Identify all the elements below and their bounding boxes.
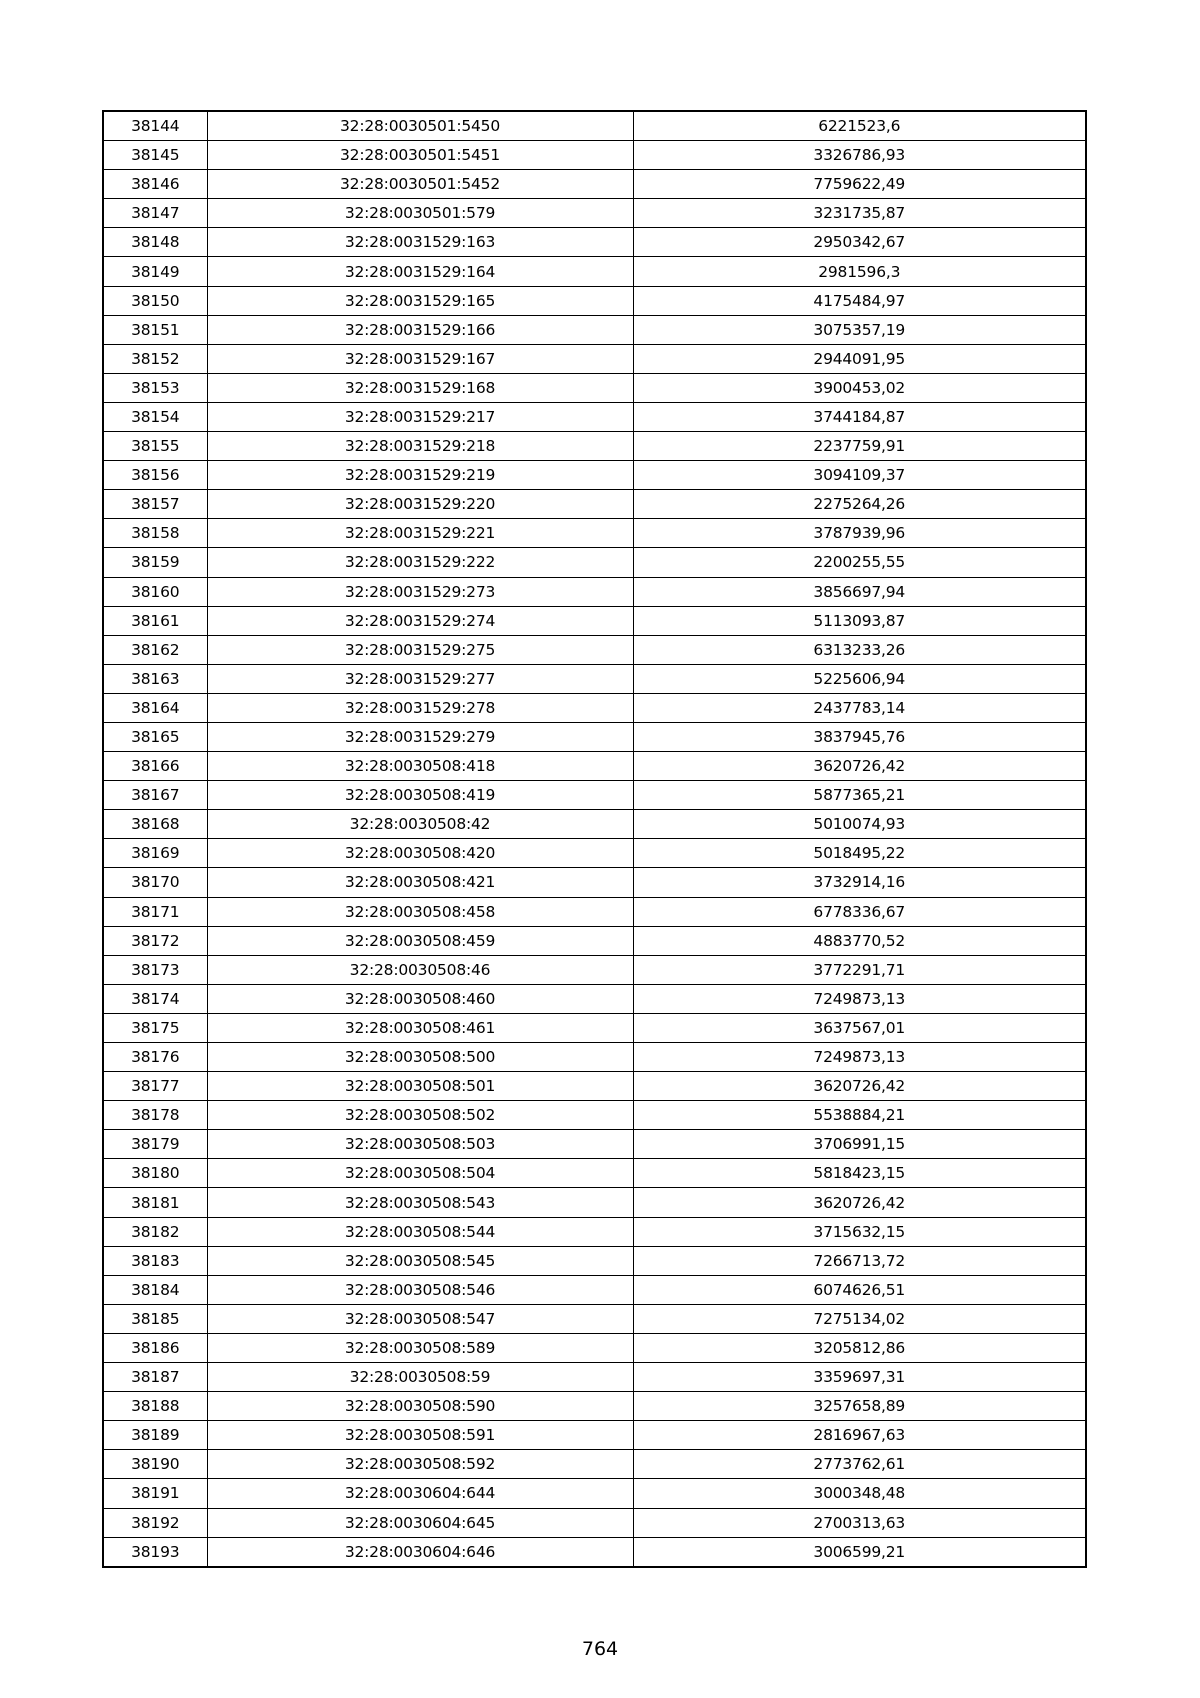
row-number-cell: 38190: [103, 1450, 207, 1479]
table-row: [103, 1421, 1086, 1450]
table-row: [103, 344, 1086, 373]
cadastral-number-cell: 32:28:0030508:502: [207, 1101, 633, 1130]
cadastral-value-cell: 5225606,94: [633, 664, 1086, 693]
row-number-cell: 38169: [103, 839, 207, 868]
cadastral-value-cell: 3620726,42: [633, 1188, 1086, 1217]
table-row: [103, 1188, 1086, 1217]
cadastral-value-cell: 2773762,61: [633, 1450, 1086, 1479]
row-number-cell: 38145: [103, 141, 207, 170]
cadastral-number-cell: 32:28:0030508:500: [207, 1043, 633, 1072]
cadastral-number-cell: 32:28:0030501:579: [207, 199, 633, 228]
cadastral-value-cell: 3732914,16: [633, 868, 1086, 897]
row-number-cell: 38179: [103, 1130, 207, 1159]
cadastral-value-cell: 3006599,21: [633, 1537, 1086, 1567]
row-number-cell: 38192: [103, 1508, 207, 1537]
row-number-cell: 38167: [103, 781, 207, 810]
row-number-cell: 38176: [103, 1043, 207, 1072]
table-row: [103, 228, 1086, 257]
cadastral-number-cell: 32:28:0030604:644: [207, 1479, 633, 1508]
cadastral-value-cell: 6074626,51: [633, 1275, 1086, 1304]
cadastral-number-cell: 32:28:0030508:420: [207, 839, 633, 868]
cadastral-value-cell: 5538884,21: [633, 1101, 1086, 1130]
cadastral-value-cell: 2944091,95: [633, 344, 1086, 373]
table-row: [103, 1392, 1086, 1421]
cadastral-number-cell: 32:28:0031529:273: [207, 577, 633, 606]
table-row: [103, 1013, 1086, 1042]
cadastral-number-cell: 32:28:0030508:501: [207, 1072, 633, 1101]
page-number: 764: [581, 1638, 619, 1660]
row-number-cell: 38186: [103, 1333, 207, 1362]
row-number-cell: 38163: [103, 664, 207, 693]
row-number-cell: 38181: [103, 1188, 207, 1217]
row-number-cell: 38185: [103, 1304, 207, 1333]
table-row: [103, 1479, 1086, 1508]
cadastral-value-cell: 4883770,52: [633, 926, 1086, 955]
cadastral-number-cell: 32:28:0030508:458: [207, 897, 633, 926]
table-row: [103, 1159, 1086, 1188]
row-number-cell: 38146: [103, 170, 207, 199]
table-row: [103, 519, 1086, 548]
row-number-cell: 38175: [103, 1013, 207, 1042]
cadastral-number-cell: 32:28:0030508:59: [207, 1363, 633, 1392]
row-number-cell: 38187: [103, 1363, 207, 1392]
table-row: [103, 461, 1086, 490]
cadastral-number-cell: 32:28:0030604:646: [207, 1537, 633, 1567]
table-row: [103, 432, 1086, 461]
table-row: [103, 373, 1086, 402]
cadastral-value-cell: 3900453,02: [633, 373, 1086, 402]
table-body: [103, 111, 1086, 1567]
table-row: [103, 1508, 1086, 1537]
cadastral-value-cell: 4175484,97: [633, 286, 1086, 315]
cadastral-number-cell: 32:28:0030508:460: [207, 984, 633, 1013]
cadastral-value-cell: 2200255,55: [633, 548, 1086, 577]
cadastral-number-cell: 32:28:0031529:166: [207, 315, 633, 344]
row-number-cell: 38156: [103, 461, 207, 490]
cadastral-value-cell: 2700313,63: [633, 1508, 1086, 1537]
row-number-cell: 38161: [103, 606, 207, 635]
cadastral-number-cell: 32:28:0031529:279: [207, 722, 633, 751]
table-row: [103, 111, 1086, 141]
cadastral-number-cell: 32:28:0031529:274: [207, 606, 633, 635]
cadastral-number-cell: 32:28:0030508:503: [207, 1130, 633, 1159]
cadastral-number-cell: 32:28:0030508:544: [207, 1217, 633, 1246]
cadastral-value-cell: 3706991,15: [633, 1130, 1086, 1159]
row-number-cell: 38166: [103, 752, 207, 781]
table-row: [103, 868, 1086, 897]
cadastral-value-cell: 5018495,22: [633, 839, 1086, 868]
row-number-cell: 38144: [103, 111, 207, 141]
cadastral-value-cell: 3205812,86: [633, 1333, 1086, 1362]
cadastral-value-cell: 7249873,13: [633, 984, 1086, 1013]
cadastral-number-cell: 32:28:0030508:419: [207, 781, 633, 810]
cadastral-number-cell: 32:28:0030501:5450: [207, 111, 633, 141]
cadastral-value-cell: 3231735,87: [633, 199, 1086, 228]
cadastral-value-table: [102, 110, 1087, 1568]
cadastral-value-cell: 5818423,15: [633, 1159, 1086, 1188]
row-number-cell: 38153: [103, 373, 207, 402]
row-number-cell: 38160: [103, 577, 207, 606]
cadastral-number-cell: 32:28:0030508:46: [207, 955, 633, 984]
cadastral-value-cell: 3837945,76: [633, 722, 1086, 751]
table-row: [103, 1363, 1086, 1392]
cadastral-value-cell: 3715632,15: [633, 1217, 1086, 1246]
table-row: [103, 315, 1086, 344]
row-number-cell: 38171: [103, 897, 207, 926]
table-row: [103, 1304, 1086, 1333]
table-row: [103, 170, 1086, 199]
cadastral-number-cell: 32:28:0031529:165: [207, 286, 633, 315]
row-number-cell: 38164: [103, 693, 207, 722]
cadastral-value-cell: 2981596,3: [633, 257, 1086, 286]
cadastral-value-cell: 3744184,87: [633, 402, 1086, 431]
table-row: [103, 257, 1086, 286]
row-number-cell: 38159: [103, 548, 207, 577]
row-number-cell: 38154: [103, 402, 207, 431]
cadastral-value-cell: 3094109,37: [633, 461, 1086, 490]
cadastral-number-cell: 32:28:0031529:278: [207, 693, 633, 722]
table-row: [103, 1246, 1086, 1275]
row-number-cell: 38148: [103, 228, 207, 257]
cadastral-number-cell: 32:28:0031529:221: [207, 519, 633, 548]
table-row: [103, 1043, 1086, 1072]
table-row: [103, 781, 1086, 810]
table-row: [103, 1537, 1086, 1567]
row-number-cell: 38178: [103, 1101, 207, 1130]
cadastral-number-cell: 32:28:0030501:5451: [207, 141, 633, 170]
cadastral-value-cell: 5010074,93: [633, 810, 1086, 839]
cadastral-value-cell: 2950342,67: [633, 228, 1086, 257]
table-row: [103, 548, 1086, 577]
cadastral-number-cell: 32:28:0030508:418: [207, 752, 633, 781]
cadastral-value-cell: 6313233,26: [633, 635, 1086, 664]
row-number-cell: 38147: [103, 199, 207, 228]
table-row: [103, 693, 1086, 722]
cadastral-number-cell: 32:28:0031529:163: [207, 228, 633, 257]
table-row: [103, 752, 1086, 781]
row-number-cell: 38151: [103, 315, 207, 344]
table-row: [103, 1333, 1086, 1362]
row-number-cell: 38193: [103, 1537, 207, 1567]
table-row: [103, 606, 1086, 635]
table-row: [103, 955, 1086, 984]
row-number-cell: 38184: [103, 1275, 207, 1304]
table-row: [103, 402, 1086, 431]
cadastral-value-cell: 3772291,71: [633, 955, 1086, 984]
row-number-cell: 38168: [103, 810, 207, 839]
row-number-cell: 38170: [103, 868, 207, 897]
cadastral-number-cell: 32:28:0030508:545: [207, 1246, 633, 1275]
table-row: [103, 199, 1086, 228]
cadastral-number-cell: 32:28:0030604:645: [207, 1508, 633, 1537]
row-number-cell: 38155: [103, 432, 207, 461]
cadastral-number-cell: 32:28:0030501:5452: [207, 170, 633, 199]
table-row: [103, 1217, 1086, 1246]
row-number-cell: 38189: [103, 1421, 207, 1450]
table-row: [103, 490, 1086, 519]
table-row: [103, 286, 1086, 315]
cadastral-value-cell: 3620726,42: [633, 752, 1086, 781]
row-number-cell: 38183: [103, 1246, 207, 1275]
table-row: [103, 635, 1086, 664]
cadastral-number-cell: 32:28:0031529:277: [207, 664, 633, 693]
cadastral-number-cell: 32:28:0030508:42: [207, 810, 633, 839]
cadastral-value-cell: 3075357,19: [633, 315, 1086, 344]
cadastral-value-cell: 6778336,67: [633, 897, 1086, 926]
cadastral-number-cell: 32:28:0030508:591: [207, 1421, 633, 1450]
row-number-cell: 38162: [103, 635, 207, 664]
table-row: [103, 1101, 1086, 1130]
cadastral-number-cell: 32:28:0030508:421: [207, 868, 633, 897]
table-row: [103, 1450, 1086, 1479]
row-number-cell: 38191: [103, 1479, 207, 1508]
row-number-cell: 38177: [103, 1072, 207, 1101]
cadastral-value-cell: 3620726,42: [633, 1072, 1086, 1101]
row-number-cell: 38152: [103, 344, 207, 373]
cadastral-number-cell: 32:28:0031529:168: [207, 373, 633, 402]
cadastral-number-cell: 32:28:0031529:164: [207, 257, 633, 286]
table-row: [103, 1072, 1086, 1101]
cadastral-number-cell: 32:28:0031529:217: [207, 402, 633, 431]
cadastral-number-cell: 32:28:0030508:546: [207, 1275, 633, 1304]
cadastral-value-cell: 3637567,01: [633, 1013, 1086, 1042]
table-row: [103, 839, 1086, 868]
row-number-cell: 38165: [103, 722, 207, 751]
table-row: [103, 577, 1086, 606]
cadastral-value-cell: 7249873,13: [633, 1043, 1086, 1072]
row-number-cell: 38182: [103, 1217, 207, 1246]
cadastral-number-cell: 32:28:0030508:504: [207, 1159, 633, 1188]
cadastral-value-cell: 2275264,26: [633, 490, 1086, 519]
cadastral-number-cell: 32:28:0030508:590: [207, 1392, 633, 1421]
table-row: [103, 897, 1086, 926]
cadastral-number-cell: 32:28:0030508:461: [207, 1013, 633, 1042]
cadastral-number-cell: 32:28:0030508:459: [207, 926, 633, 955]
cadastral-number-cell: 32:28:0031529:167: [207, 344, 633, 373]
cadastral-number-cell: 32:28:0031529:220: [207, 490, 633, 519]
cadastral-value-cell: 6221523,6: [633, 111, 1086, 141]
table-row: [103, 664, 1086, 693]
row-number-cell: 38172: [103, 926, 207, 955]
cadastral-number-cell: 32:28:0030508:589: [207, 1333, 633, 1362]
cadastral-value-cell: 3257658,89: [633, 1392, 1086, 1421]
cadastral-number-cell: 32:28:0030508:547: [207, 1304, 633, 1333]
cadastral-value-cell: 2816967,63: [633, 1421, 1086, 1450]
cadastral-value-cell: 7266713,72: [633, 1246, 1086, 1275]
table-row: [103, 1275, 1086, 1304]
cadastral-number-cell: 32:28:0030508:543: [207, 1188, 633, 1217]
cadastral-number-cell: 32:28:0031529:275: [207, 635, 633, 664]
cadastral-number-cell: 32:28:0031529:218: [207, 432, 633, 461]
cadastral-value-cell: 2237759,91: [633, 432, 1086, 461]
row-number-cell: 38188: [103, 1392, 207, 1421]
cadastral-value-cell: 3359697,31: [633, 1363, 1086, 1392]
cadastral-value-cell: 5113093,87: [633, 606, 1086, 635]
cadastral-number-cell: 32:28:0030508:592: [207, 1450, 633, 1479]
table-row: [103, 810, 1086, 839]
row-number-cell: 38150: [103, 286, 207, 315]
table-row: [103, 722, 1086, 751]
row-number-cell: 38180: [103, 1159, 207, 1188]
cadastral-value-cell: 7275134,02: [633, 1304, 1086, 1333]
cadastral-value-cell: 2437783,14: [633, 693, 1086, 722]
table-row: [103, 984, 1086, 1013]
cadastral-value-cell: 3000348,48: [633, 1479, 1086, 1508]
row-number-cell: 38157: [103, 490, 207, 519]
cadastral-value-cell: 7759622,49: [633, 170, 1086, 199]
row-number-cell: 38158: [103, 519, 207, 548]
cadastral-number-cell: 32:28:0031529:222: [207, 548, 633, 577]
table-row: [103, 1130, 1086, 1159]
row-number-cell: 38149: [103, 257, 207, 286]
table-row: [103, 141, 1086, 170]
row-number-cell: 38174: [103, 984, 207, 1013]
cadastral-value-cell: 5877365,21: [633, 781, 1086, 810]
cadastral-value-cell: 3856697,94: [633, 577, 1086, 606]
row-number-cell: 38173: [103, 955, 207, 984]
cadastral-value-cell: 3787939,96: [633, 519, 1086, 548]
cadastral-number-cell: 32:28:0031529:219: [207, 461, 633, 490]
cadastral-value-cell: 3326786,93: [633, 141, 1086, 170]
table-row: [103, 926, 1086, 955]
